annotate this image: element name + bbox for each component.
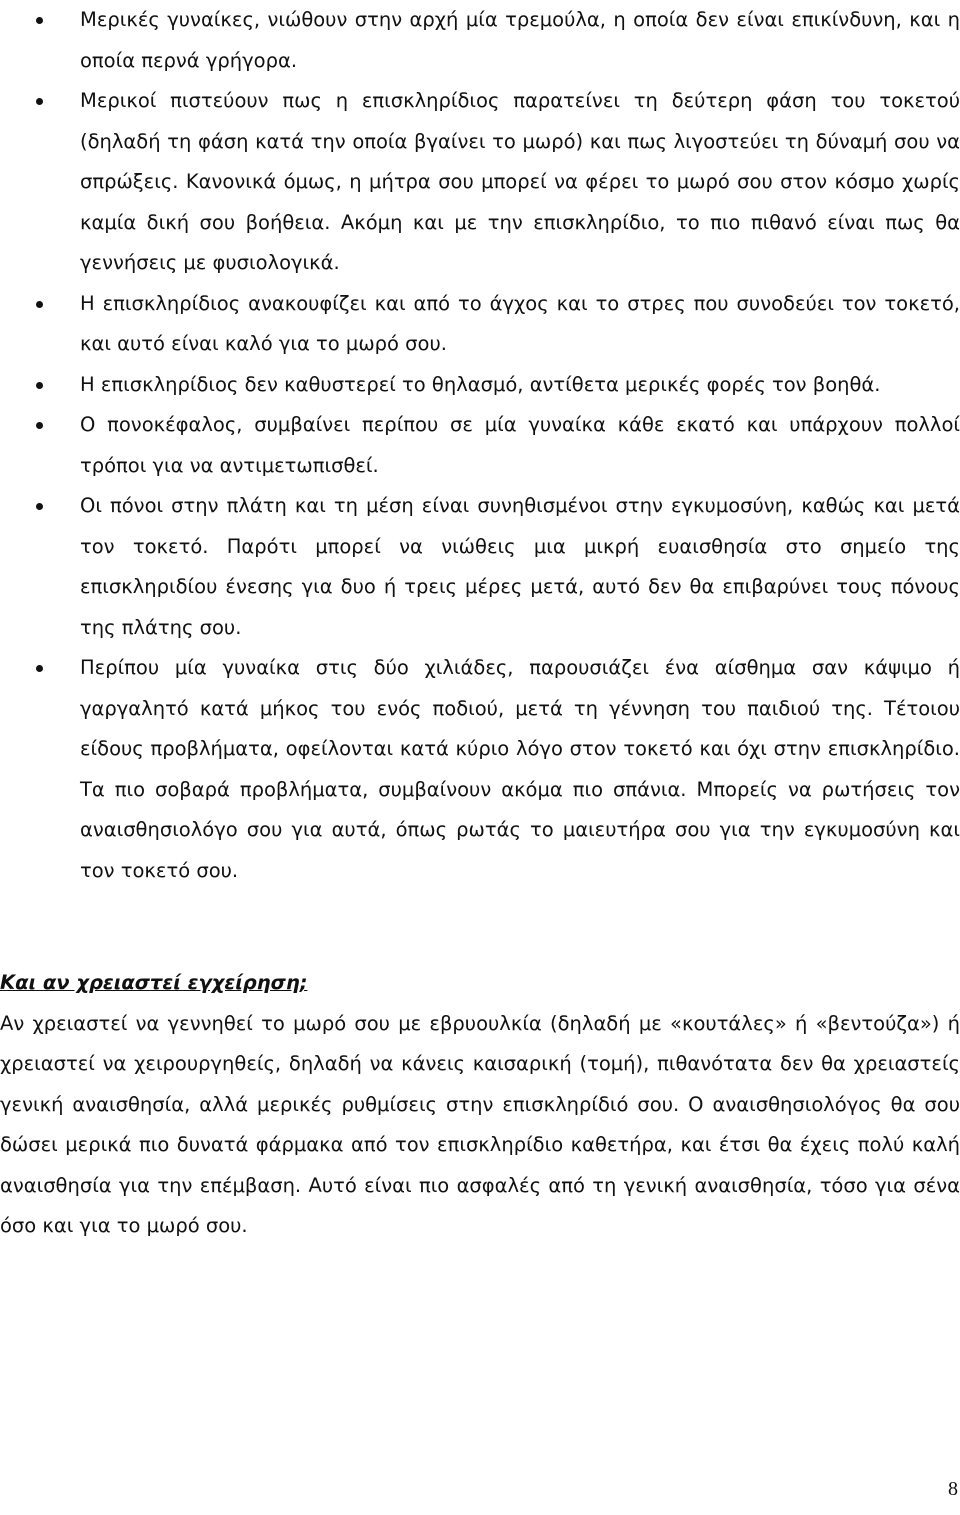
list-item <box>0 405 960 486</box>
bullet-icon <box>36 301 43 308</box>
bullet-icon <box>36 422 43 429</box>
surgery-section <box>0 963 960 1247</box>
list-item <box>0 81 960 284</box>
list-item <box>0 365 960 406</box>
bullet-icon <box>36 665 43 672</box>
bullet-icon <box>36 17 43 24</box>
list-item-text: Μερικές γυναίκες, νιώθουν στην αρχή μία τρεμούλα, η οποία δεν είναι επικίνδυνη, και η οποία περνά γρήγορα. <box>80 8 960 72</box>
list-item-text: Η επισκληρίδιος δεν καθυστερεί το θηλασμό, αντίθετα μερικές φορές τον βοηθά. <box>80 372 881 396</box>
list-item <box>0 0 960 81</box>
page-number: 8 <box>948 1478 958 1500</box>
list-item <box>0 648 960 891</box>
list-item <box>0 284 960 365</box>
list-item-text: Οι πόνοι στην πλάτη και τη μέση είναι συνηθισμένοι στην εγκυμοσύνη, καθώς και μετά τον τοκετό. Παρότι μπορεί να νιώθεις μια μικρή ευαισθησία στο σημείο της επισκληριδίου ένεσης για δυο ή τρεις μέρες μετά, αυτό δεν θα επιβαρύνει τους πόνους της πλάτης σου. <box>80 494 960 639</box>
list-item-text: Μερικοί πιστεύουν πως η επισκληρίδιος παρατείνει τη δεύτερη φάση του τοκετού (δηλαδή τη φάση κατά την οποία βγαίνει το μωρό) και πως λιγοστεύει τη δύναμή σου να σπρώξεις. Κανονικά όμως, η μήτρα σου μπορεί να φέρει το μωρό σου στον κόσμο χωρίς καμία δική σου βοήθεια. Ακόμη και με την επισκληρίδιο, το πιο πιθανό είναι πως θα γεννήσεις με φυσιολογικά. <box>80 89 960 274</box>
list-item-text: Περίπου μία γυναίκα στις δύο χιλιάδες, παρουσιάζει ένα αίσθημα σαν κάψιμο ή γαργαλητό κατά μήκος του ενός ποδιού, μετά τη γέννηση του παιδιού της. Τέτοιου είδους προβλήματα, οφείλονται κατά κύριο λόγο στον τοκετό και όχι στην επισκληρίδιο. Τα πιο σοβαρά προβλήματα, συμβαίνουν ακόμα πιο σπάνια. Μπορείς να ρωτήσεις τον αναισθησιολόγο σου για αυτά, όπως ρωτάς το μαιευτήρα σου για την εγκυμοσύνη και τον τοκετό σου. <box>80 656 960 882</box>
section-heading: Και αν χρειαστεί εγχείρηση; <box>0 971 308 994</box>
section-paragraph: Αν χρειαστεί να γεννηθεί το μωρό σου με εβρυουλκία (δηλαδή με «κουτάλες» ή «βεντούζα») ή χρειαστεί να χειρουργηθείς, δηλαδή να κάνεις καισαρική (τομή), πιθανότατα δεν θα χρειαστείς γενική αναισθησία, αλλά μερικές ρυθμίσεις στην επισκληρίδιό σου. Ο αναισθησιολόγος θα σου δώσει μερικά πιο δυνατά φάρμακα από τον επισκληρίδιο καθετήρα, και έτσι θα έχεις πολύ καλή αναισθησία για την επέμβαση. Αυτό είναι πιο ασφαλές από τη γενική αναισθησία, τόσο για σένα όσο και για το μωρό σου. <box>0 1011 960 1237</box>
list-item <box>0 486 960 648</box>
bullet-icon <box>36 382 43 389</box>
list-item-text: Η επισκληρίδιος ανακουφίζει και από το άγχος και το στρες που συνοδεύει τον τοκετό, και αυτό είναι καλό για το μωρό σου. <box>80 291 960 355</box>
list-item-text: Ο πονοκέφαλος, συμβαίνει περίπου σε μία γυναίκα κάθε εκατό και υπάρχουν πολλοί τρόποι για να αντιμετωπισθεί. <box>80 413 960 477</box>
bullet-icon <box>36 98 43 105</box>
bullet-icon <box>36 503 43 510</box>
